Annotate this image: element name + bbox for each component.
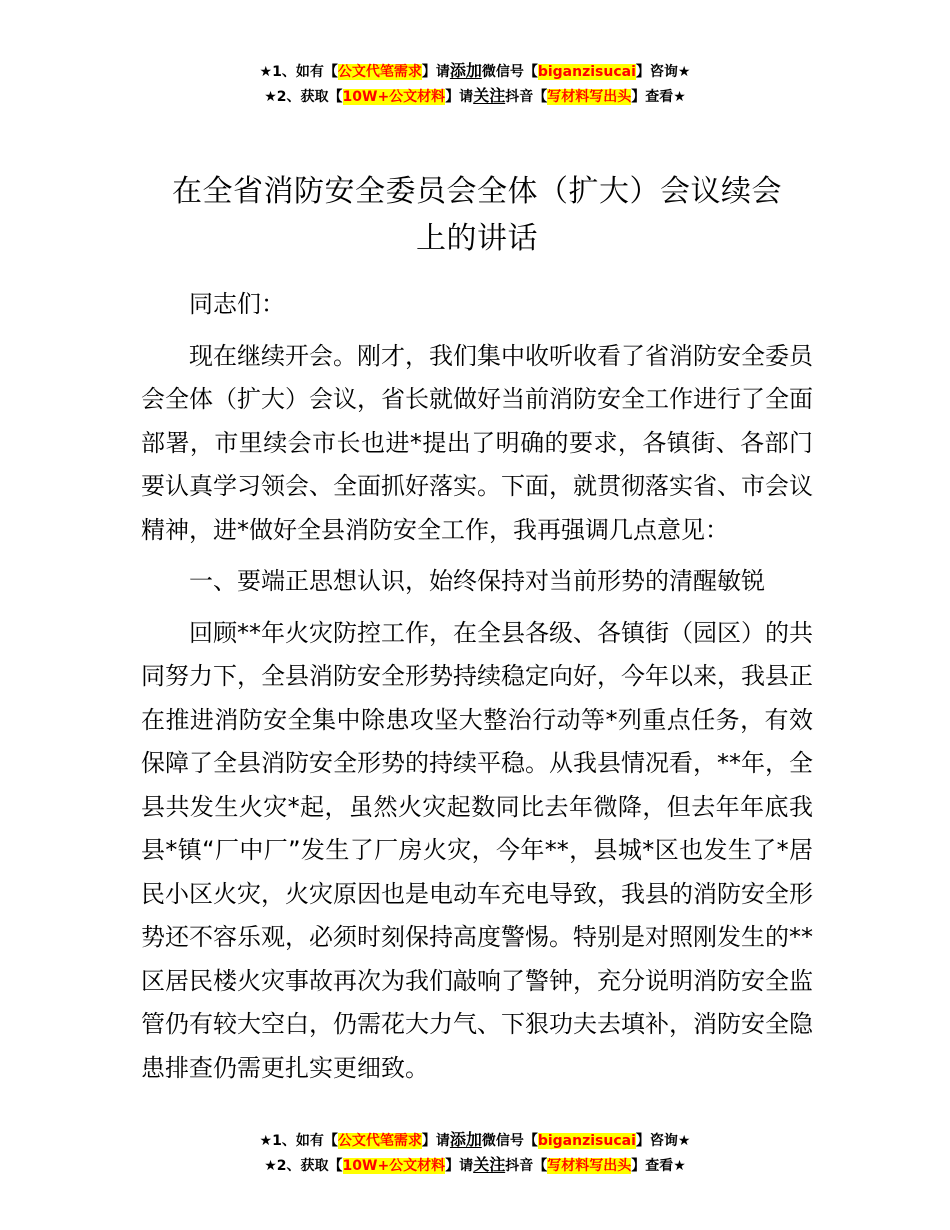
paragraph-opening: 现在继续开会。刚才，我们集中收听收看了省消防安全委员会全体（扩大）会议，省长就做好当前消防安全工作进行了全面部署，市里续会市长也进*提出了明确的要求，各镇街、各部门要认真学习领会、全面抓好落实。下面，就贯彻落实省、市会议精神，进*做好全县消防安全工作，我再强调几点意见：: [141, 341, 813, 544]
promo-text: ★2、获取【: [264, 89, 343, 105]
promo-text: ★1、如有【: [259, 1133, 338, 1149]
promo-highlight: 公文代笔需求: [337, 64, 422, 80]
promo-text: 】请: [445, 1158, 474, 1174]
promo-text: 】请: [421, 64, 450, 80]
promo-text: 】查看★: [631, 89, 686, 105]
promo-text: 】请: [421, 1133, 450, 1149]
promo-douyin-id: 写材料写出头: [547, 1158, 632, 1174]
promo-text: 】请: [445, 89, 474, 105]
document-title: [141, 168, 813, 262]
title-line-2: 上的讲话: [416, 221, 538, 256]
promo-text: 】查看★: [631, 1158, 686, 1174]
promo-emphasis: 添加: [449, 61, 482, 80]
promo-emphasis: 关注: [473, 86, 506, 105]
promo-douyin-id: 写材料写出头: [547, 89, 632, 105]
title-line-1: 在全省消防安全委员会全体（扩大）会议续会: [172, 174, 782, 209]
greeting: 同志们：: [189, 290, 285, 318]
promo-highlight: 10W+公文材料: [342, 1158, 446, 1174]
promo-banner-top: [0, 59, 950, 109]
promo-text: 】咨询★: [635, 64, 691, 80]
promo-line-2: [0, 1153, 950, 1178]
promo-line-1: [0, 1128, 950, 1153]
promo-text: ★1、如有【: [259, 64, 338, 80]
promo-emphasis: 添加: [449, 1130, 482, 1149]
promo-emphasis: 关注: [473, 1155, 506, 1174]
promo-wechat-id: biganzisucai: [537, 64, 636, 80]
paragraph-situation: 回顾**年火灾防控工作，在全县各级、各镇街（园区）的共同努力下，全县消防安全形势持续稳定向好，今年以来，我县正在推进消防安全集中除患攻坚大整治行动等*列重点任务，有效保障了全县消防安全形势的持续平稳。从我县情况看，**年，全县共发生火灾*起，虽然火灾起数同比去年微降，但去年年底我县*镇“厂中厂”发生了厂房火灾，今年**，县城*区也发生了*居民小区火灾，火灾原因也是电动车充电导致，我县的消防安全形势还不容乐观，必须时刻保持高度警惕。特别是对照刚发生的**区居民楼火灾事故再次为我们敲响了警钟，充分说明消防安全监管仍有较大空白，仍需花大力气、下狠功夫去填补，消防安全隐患排查仍需更扎实更细致。: [141, 618, 813, 1082]
promo-banner-bottom: [0, 1128, 950, 1178]
promo-line-2: [0, 84, 950, 109]
promo-text: 】咨询★: [635, 1133, 691, 1149]
promo-text: 微信号【: [481, 1133, 538, 1149]
promo-highlight: 公文代笔需求: [337, 1133, 422, 1149]
section-heading-1: 一、要端正思想认识，始终保持对当前形势的清醒敏锐: [189, 567, 765, 595]
promo-wechat-id: biganzisucai: [537, 1133, 636, 1149]
promo-highlight: 10W+公文材料: [342, 89, 446, 105]
promo-text: 微信号【: [481, 64, 538, 80]
promo-text: 抖音【: [505, 89, 548, 105]
promo-text: ★2、获取【: [264, 1158, 343, 1174]
promo-line-1: [0, 59, 950, 84]
document-body: [141, 168, 813, 1090]
promo-text: 抖音【: [505, 1158, 548, 1174]
